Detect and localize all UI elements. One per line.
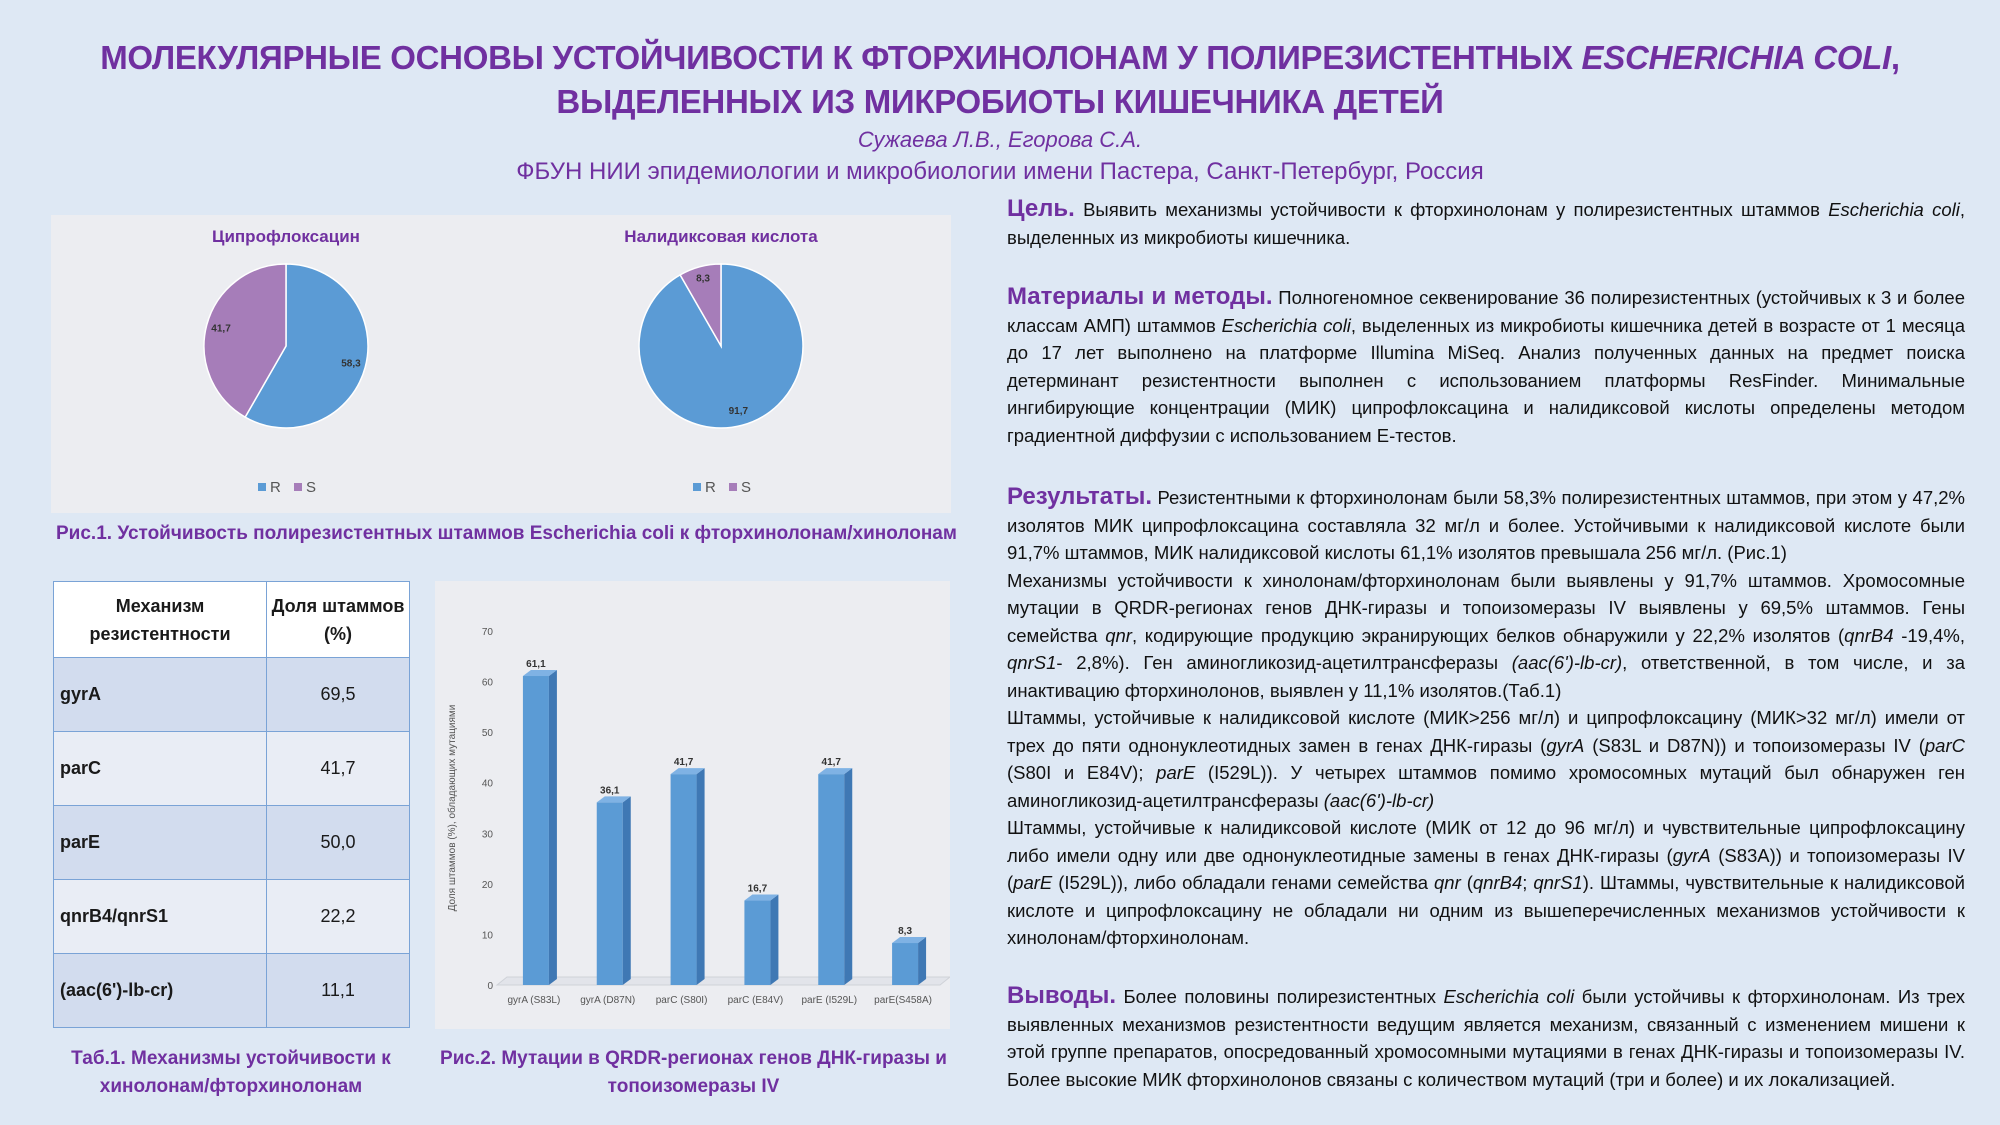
- bar: [744, 901, 770, 985]
- mechanism-table: [53, 581, 410, 1028]
- conclusions-heading: Выводы.: [1007, 982, 1117, 1009]
- results-heading: Результаты.: [1007, 483, 1153, 510]
- results-paragraph: Механизмы устойчивости к хинолонам/фторхинолонам были выявлены у 91,7% штаммов. Хромосомные мутации в QRDR-регионах генов ДНК-гиразы и топоизомеразы IV выявлены у 69,5% штаммов. Гены семейства qnr, кодирующие продукцию экранирующих белков обнаружили у 22,2% изолятов (qnrB4 -19,4%, qnrS1- 2,8%). Ген аминогликозид-ацетилтрансферазы (aac(6')-lb-cr), ответственной, в том числе, и за инактивацию фторхинолонов, выявлен у 11,1% изолятов.(Таб.1): [1007, 569, 1965, 701]
- results-section: [1007, 483, 1965, 952]
- table-header-mechanism: Механизм резистентности: [54, 582, 267, 658]
- goal-section: Цель. Выявить механизмы устойчивости к фторхинолонам у полирезистентных штаммов Escherichia coli, выделенных из микробиоты кишечника.: [1007, 195, 1965, 248]
- mechanism-share: 22,2: [267, 880, 410, 954]
- pie-chart: [204, 227, 368, 496]
- bar: [818, 774, 844, 985]
- mechanism-name: gyrA: [54, 658, 267, 732]
- figure2-panel: [435, 581, 950, 1029]
- bar-chart: [435, 581, 950, 1029]
- figure1-panel: [51, 215, 951, 513]
- y-tick-label: 60: [481, 677, 493, 689]
- bar-data-label: 16,7: [747, 883, 768, 895]
- results-paragraph: Штаммы, устойчивые к налидиксовой кислоте (МИК>256 мг/л) и ципрофлоксацину (МИК>32 мг/л) имели от трех до пяти однонуклеотидных замен в генах ДНК-гиразы (gyrA (S83L и D87N)) и топоизомеразы IV (parC (S80I и E84V); parE (I529L)). У четырех штаммов помимо хромосомных мутаций был обнаружен ген аминогликозид-ацетилтрансферазы (aac(6')-lb-cr): [1007, 707, 1965, 811]
- pie-data-label: 91,7: [728, 405, 749, 417]
- pie-title: Налидиксовая кислота: [624, 227, 818, 246]
- table-header-share: Доля штаммов (%): [267, 582, 410, 658]
- legend-swatch: [294, 483, 302, 491]
- figure1-caption: Рис.1. Устойчивость полирезистентных штаммов Escherichia coli к фторхинолонам/хинолонам: [56, 523, 957, 544]
- results-paragraph: Штаммы, устойчивые к налидиксовой кислоте (МИК от 12 до 96 мг/л) и чувствительные ципрофлоксацину либо имели одну или две однонуклеотидные замены в генах ДНК-гиразы (gyrA (S83A)) и топоизомеразы IV (parE (I529L)), либо обладали генами семейства qnr (qnrB4; qnrS1). Штаммы, чувствительные к налидиксовой кислоте и ципрофлоксацину не обладали ни одним из вышеперечисленных механизмов устойчивости к хинолонам/фторхинолонам.: [1007, 817, 1966, 948]
- bar-side: [549, 670, 557, 985]
- bar-side: [623, 796, 631, 985]
- bar: [597, 802, 623, 985]
- bar: [892, 943, 918, 985]
- authors: Сужаева Л.В., Егорова С.А.: [857, 127, 1143, 152]
- y-tick-label: 0: [487, 981, 493, 992]
- y-tick-label: 30: [481, 829, 493, 841]
- goal-heading: Цель.: [1007, 195, 1075, 222]
- pie-title: Ципрофлоксацин: [212, 227, 360, 246]
- mechanism-name: (aac(6')-lb-cr): [54, 954, 267, 1028]
- bar-side: [918, 937, 926, 985]
- mechanism-name: qnrB4/qnrS1: [54, 880, 267, 954]
- methods-heading: Материалы и методы.: [1007, 283, 1273, 310]
- x-tick-label: parC (S80I): [655, 995, 708, 1006]
- legend-label: S: [741, 479, 752, 496]
- legend-label: R: [705, 479, 716, 496]
- results-paragraph: Результаты. Резистентными к фторхинолонам были 58,3% полирезистентных штаммов, при этом у 47,2% изолятов МИК ципрофлоксацина составляла 32 мг/л и более. Устойчивыми к налидиксовой кислоте были 91,7% штаммов, МИК налидиксовой кислоты 61,1% изолятов превышала 256 мг/л. (Рис.1): [1007, 483, 1965, 563]
- figure2-caption: Рис.2. Мутации в QRDR-регионах генов ДНК-гиразы и топоизомеразы IV: [440, 1048, 947, 1097]
- title-species: ESCHERICHIA COLI: [1581, 39, 1891, 76]
- mechanism-name: parE: [54, 806, 267, 880]
- table1-caption: Таб.1. Механизмы устойчивости к хинолонам/фторхинолонам: [71, 1048, 391, 1097]
- mechanism-share: 41,7: [267, 732, 410, 806]
- y-tick-label: 70: [481, 627, 493, 638]
- x-tick-label: gyrA (D87N): [580, 995, 636, 1006]
- table-row: [54, 806, 410, 880]
- pie-data-label: 41,7: [211, 323, 231, 335]
- table-row: [54, 880, 410, 954]
- bar-data-label: 61,1: [526, 659, 546, 671]
- title-line-1: МОЛЕКУЛЯРНЫЕ ОСНОВЫ УСТОЙЧИВОСТИ К ФТОРХИНОЛОНАМ У ПОЛИРЕЗИСТЕНТНЫХ ESCHERICHIA COLI,: [100, 39, 1900, 76]
- mechanism-name: parC: [54, 732, 267, 806]
- bar: [671, 774, 697, 985]
- y-tick-label: 50: [481, 728, 493, 740]
- mechanism-share: 50,0: [267, 806, 410, 880]
- x-tick-label: parE (I529L): [801, 995, 858, 1006]
- legend-label: S: [306, 479, 317, 496]
- methods-section: Материалы и методы. Полногеномное секвенирование 36 полирезистентных (устойчивых к 3 и более классам АМП) штаммов Escherichia coli, выделенных из микробиоты кишечника детей в возрасте от 1 месяца до 17 лет выполнено на платформе Illumina MiSeq. Анализ полученных данных на предмет поиска детерминант резистентности выполнен с использованием платформы ResFinder. Минимальные ингибирующие концентрации (МИК) ципрофлоксацина и налидиксовой кислоты определены методом градиентной диффузии с использованием Е-тестов.: [1007, 283, 1965, 446]
- bar-side: [697, 768, 705, 985]
- y-tick-label: 20: [481, 879, 493, 891]
- y-tick-label: 40: [481, 778, 493, 790]
- bar: [523, 676, 549, 985]
- bar-data-label: 8,3: [898, 926, 913, 938]
- mechanism-share: 11,1: [267, 954, 410, 1028]
- bar-side: [770, 895, 778, 985]
- title-line-2: ВЫДЕЛЕННЫХ ИЗ МИКРОБИОТЫ КИШЕЧНИКА ДЕТЕЙ: [556, 83, 1444, 120]
- pie-chart: [624, 227, 818, 496]
- legend-swatch: [729, 483, 737, 491]
- y-axis-label: Доля штаммов (%), обладающих мутациями: [447, 704, 458, 912]
- legend-label: R: [270, 479, 281, 496]
- bar-data-label: 36,1: [600, 785, 620, 797]
- pie-data-label: 58,3: [341, 358, 361, 370]
- chart-floor: [497, 977, 950, 985]
- y-tick-label: 10: [481, 930, 493, 942]
- affiliation: ФБУН НИИ эпидемиологии и микробиологии имени Пастера, Санкт-Петербург, Россия: [516, 158, 1484, 185]
- pie-data-label: 8,3: [696, 273, 710, 285]
- conclusions-section: Выводы. Более половины полирезистентных Escherichia coli были устойчивы к фторхинолонам. Из трех выявленных механизмов резистентности ведущим является механизм, связанный с изменением мишени к этой группе препаратов, опосредованный хромосомными мутациями в генах ДНК-гиразы и топоизомеразы IV. Более высокие МИК фторхинолонов связаны с количеством мутаций (три и более) и их локализацией.: [1007, 982, 1965, 1090]
- poster-title: [0, 36, 2000, 124]
- bar-chart-group: [446, 627, 950, 1006]
- legend-swatch: [693, 483, 701, 491]
- legend-swatch: [258, 483, 266, 491]
- bar-data-label: 41,7: [821, 757, 841, 769]
- x-tick-label: parE(S458A): [874, 995, 932, 1006]
- x-tick-label: parC (E84V): [727, 995, 784, 1006]
- table-row: [54, 954, 410, 1028]
- bar-data-label: 41,7: [673, 757, 694, 769]
- x-tick-label: gyrA (S83L): [507, 995, 561, 1006]
- mechanism-share: 69,5: [267, 658, 410, 732]
- bar-side: [844, 768, 852, 985]
- table-row: [54, 658, 410, 732]
- pie-charts: [51, 215, 951, 513]
- table-row: [54, 732, 410, 806]
